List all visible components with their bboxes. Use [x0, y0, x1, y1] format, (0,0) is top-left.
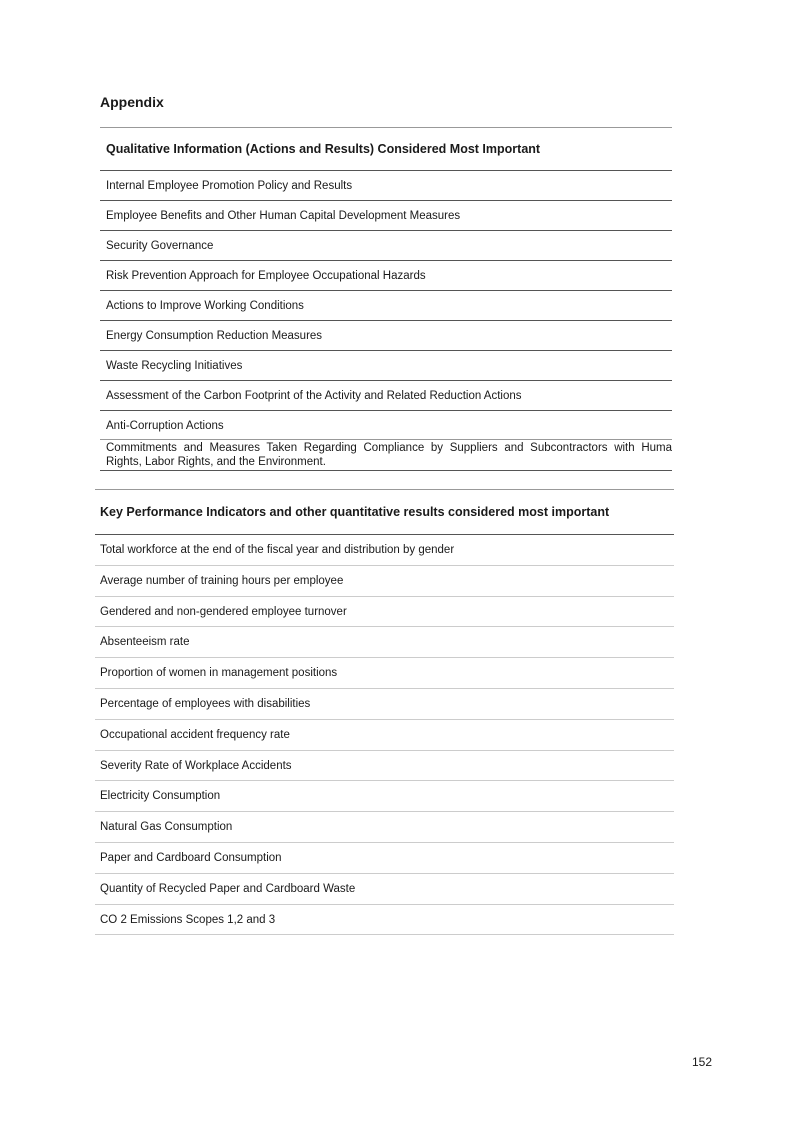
table-row-line: Commitments and Measures Taken Regarding Compliance by Suppliers and Subcontractors with Huma	[106, 442, 672, 454]
table-row: Absenteeism rate	[95, 627, 674, 658]
table-row: Occupational accident frequency rate	[95, 720, 674, 751]
table-row: Anti-Corruption Actions	[100, 411, 672, 440]
table-row: Proportion of women in management positions	[95, 658, 674, 689]
table-row: Percentage of employees with disabilities	[95, 689, 674, 720]
table-row: CO 2 Emissions Scopes 1,2 and 3	[95, 905, 674, 936]
table-row-line: Rights, Labor Rights, and the Environment.	[106, 456, 326, 468]
kpi-table-header: Key Performance Indicators and other quantitative results considered most important	[95, 490, 674, 535]
table-row: Paper and Cardboard Consumption	[95, 843, 674, 874]
page-heading: Appendix	[100, 94, 164, 110]
table-row: Assessment of the Carbon Footprint of the Activity and Related Reduction Actions	[100, 381, 672, 411]
kpi-table	[95, 489, 674, 935]
table-row	[100, 440, 672, 471]
table-row: Electricity Consumption	[95, 781, 674, 812]
table-row: Quantity of Recycled Paper and Cardboard Waste	[95, 874, 674, 905]
table-row: Risk Prevention Approach for Employee Occupational Hazards	[100, 261, 672, 291]
table-row: Employee Benefits and Other Human Capital Development Measures	[100, 201, 672, 231]
table-row: Security Governance	[100, 231, 672, 261]
qualitative-table	[100, 127, 672, 471]
table-row: Actions to Improve Working Conditions	[100, 291, 672, 321]
table-row: Internal Employee Promotion Policy and Results	[100, 171, 672, 201]
table-row: Waste Recycling Initiatives	[100, 351, 672, 381]
table-row: Natural Gas Consumption	[95, 812, 674, 843]
table-row: Severity Rate of Workplace Accidents	[95, 751, 674, 782]
qualitative-table-header: Qualitative Information (Actions and Results) Considered Most Important	[100, 128, 672, 171]
page-number: 152	[692, 1055, 713, 1069]
table-row: Energy Consumption Reduction Measures	[100, 321, 672, 351]
table-row: Average number of training hours per employee	[95, 566, 674, 597]
table-row: Gendered and non-gendered employee turnover	[95, 597, 674, 628]
table-row: Total workforce at the end of the fiscal year and distribution by gender	[95, 535, 674, 566]
